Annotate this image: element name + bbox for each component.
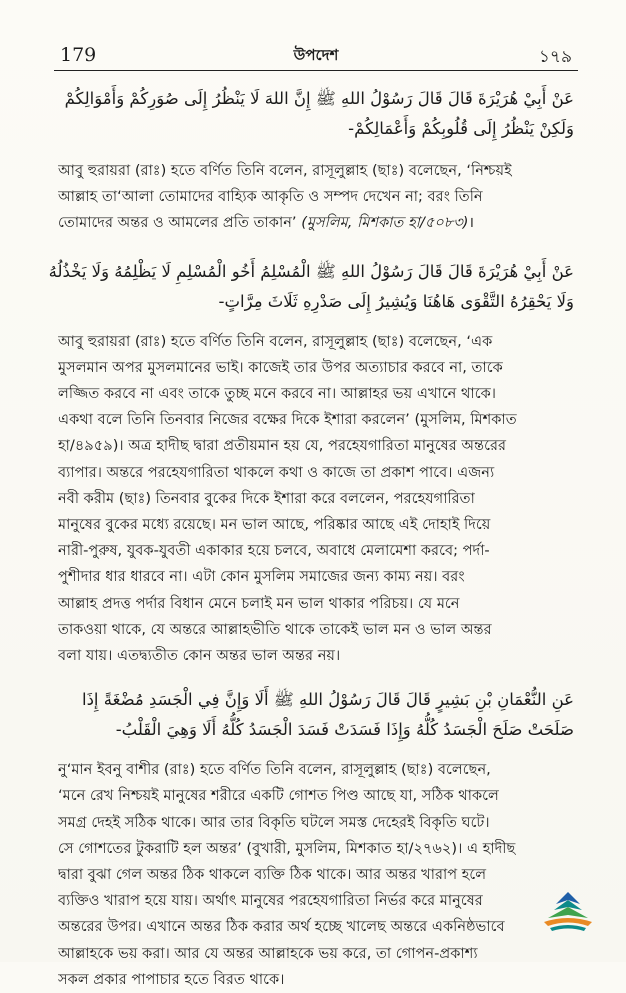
text-line: আল্লাহ তা‘আলা তোমাদের বাহ্যিক আকৃতি ও সম্পদ দেখেন না; বরং তিনি <box>58 188 483 206</box>
arabic-line: عَنِ النُّعْمَانِ بْنِ بَشِيرٍ قَالَ قَالَ رَسُوْلُ اللهِ ﷺ أَلَا وَإِنَّ فِي الْجَسَدِ مُضْغَةً إِذَا <box>82 690 574 710</box>
text-line: মুসলমান অপর মুসলমানের ভাই। কাজেই তার উপর অত্যাচার করবে না, তাকে <box>58 358 503 376</box>
text-line: দ্বারা বুঝা গেল অন্তর ঠিক থাকলে ব্যক্তি ঠিক থাকে। আর অন্তর খারাপ হলে <box>58 866 487 884</box>
text-fragment: তোমাদের অন্তর ও আমলের প্রতি তাকান’ <box>58 214 297 232</box>
arabic-line: عَنْ أَبِيْ هُرَيْرَةَ قَالَ قَالَ رَسُوْلُ اللهِ ﷺ إِنَّ اللهَ لَا يَنْظُرُ إِلَى صُوَرِكُمْ وَأَمْوَالِكُمْ <box>64 89 574 108</box>
citation: (মুসলিম, মিশকাত হা/৫০৮৩) <box>301 214 469 232</box>
text-line: সকল প্রকার পাপাচার হতে বিরত থাকে। <box>58 970 285 988</box>
bengali-translation-2 <box>58 329 574 670</box>
text-line: সমগ্র দেহই সঠিক থাকে। আর তার বিকৃতি ঘটলে সমস্ত দেহেরই বিকৃতি ঘটে। <box>58 813 490 831</box>
bengali-translation-1 <box>58 158 574 237</box>
arabic-line: وَلَا يَحْقِرُهُ التَّقْوَى هَاهُنَا وَيُشِيرُ إِلَى صَدْرِهِ ثَلَاثَ مِرَّاتٍ- <box>218 291 574 311</box>
running-title: উপদেশ <box>293 46 339 64</box>
text-line: পুশীদার ধার ধারবে না। এটা কোন মুসলিম সমাজের জন্য কাম্য নয়। বরং <box>58 568 465 586</box>
text-line: হা/৪৯৫৯)। অত্র হাদীছ দ্বারা প্রতীয়মান হয় যে, পরহেযগারিতা মানুষের অন্তরের <box>58 437 507 455</box>
text-line: নু‘মান ইবনু বাশীর (রাঃ) হতে বর্ণিত তিনি বলেন, রাসূলুল্লাহ (ছাঃ) বলেছেন, <box>58 761 491 779</box>
arabic-line: صَلَحَتْ صَلَحَ الْجَسَدُ كُلُّهُ وَإِذَا فَسَدَتْ فَسَدَ الْجَسَدُ كُلُّهُ أَلَا وَهِيَ الْقَلْبُ- <box>115 720 574 740</box>
text-line: সে গোশতের টুকরাটি হল অন্তর’ (বুখারী, মুসলিম, মিশকাত হা/২৭৬২)। এ হাদীছ <box>58 839 516 857</box>
text-line <box>58 210 574 236</box>
arabic-hadith-3 <box>58 685 574 749</box>
arabic-hadith-2 <box>48 257 574 321</box>
arabic-hadith-1 <box>58 84 574 154</box>
arabic-line: عَنْ أَبِيْ هُرَيْرَةَ قَالَ قَالَ رَسُوْلُ اللهِ ﷺ الْمُسْلِمُ أَخُو الْمُسْلِمِ لَا يَظْلِمُهُ وَلَا يَخْذُلُهُ <box>48 261 574 281</box>
text-line: ‘মনে রেখ নিশ্চয়ই মানুষের শরীরে একটি গোশত পিণ্ড আছে যা, সঠিক থাকলে <box>58 787 499 805</box>
text-line: নবী করীম (ছাঃ) তিনবার বুকের দিকে ইশারা করে বললেন, পরহেযগারিতা <box>58 489 475 507</box>
text-line: তাকওয়া থাকে, যে অন্তরে আল্লাহভীতি থাকে তাকেই ভাল মন ও ভাল অন্তর <box>58 620 492 638</box>
text-line: লজ্জিত করবে না এবং তাকে তুচ্ছ মনে করবে না। আল্লাহর ভয় এখানে থাকে। <box>58 385 497 403</box>
sentence-end: । <box>468 214 474 232</box>
text-line: আবু হুরায়রা (রাঃ) হতে বর্ণিত তিনি বলেন, রাসূলুল্লাহ (ছাঃ) বলেছেন, ‘এক <box>58 332 493 350</box>
text-line: আল্লাহকে ভয় করা। আর যে অন্তর আল্লাহকে ভয় করে, তা গোপন-প্রকাশ্য <box>58 944 478 962</box>
text-line: অন্তরের উপর। এখানে অন্তর ঠিক করার অর্থ হচ্ছে খালেছ অন্তরে একনিষ্ঠভাবে <box>58 918 505 936</box>
text-line: নারী-পুরুষ, যুবক-যুবতী একাকার হয়ে চলবে, অবাধে মেলামেশা করবে; পর্দা- <box>58 542 490 560</box>
text-line: ব্যাপার। অন্তরে পরহেযগারিতা থাকলে কথা ও কাজে তা প্রকাশ পাবে। এজন্য <box>58 463 495 481</box>
page-header <box>54 40 578 71</box>
text-line: মানুষের বুকের মধ্যে রয়েছে। মন ভাল আছে, পরিষ্কার আছে এই দোহাই দিয়ে <box>58 516 491 534</box>
text-line: বলা যায়। এতদ্ব্যতীত কোন অন্তর ভাল অন্তর নয়। <box>58 647 341 665</box>
page-body <box>48 76 574 993</box>
publisher-logo-icon <box>538 888 598 938</box>
bengali-translation-3 <box>58 757 574 993</box>
text-line: আবু হুরায়রা (রাঃ) হতে বর্ণিত তিনি বলেন, রাসূলুল্লাহ (ছাঃ) বলেছেন, ‘নিশ্চয়ই <box>58 162 512 179</box>
text-line: আল্লাহ প্রদত্ত পর্দার বিধান মেনে চলাই মন ভাল থাকার পরিচয়। যে মনে <box>58 594 460 612</box>
text-line: একথা বলে তিনি তিনবার নিজের বক্ষের দিকে ইশারা করলেন’ (মুসলিম, মিশকাত <box>58 411 517 429</box>
arabic-line: وَلَكِنْ يَنْظُرُ إِلَى قُلُوبِكُمْ وَأَعْمَالِكُمْ- <box>348 119 574 138</box>
text-line: ব্যক্তিও খারাপ হয়ে যায়। অর্থাৎ মানুষের পরহেযগারিতা নির্ভর করে মানুষের <box>58 892 483 910</box>
page-number-bengali: ১৭৯ <box>538 47 572 67</box>
page-number-latin: 179 <box>60 44 97 66</box>
